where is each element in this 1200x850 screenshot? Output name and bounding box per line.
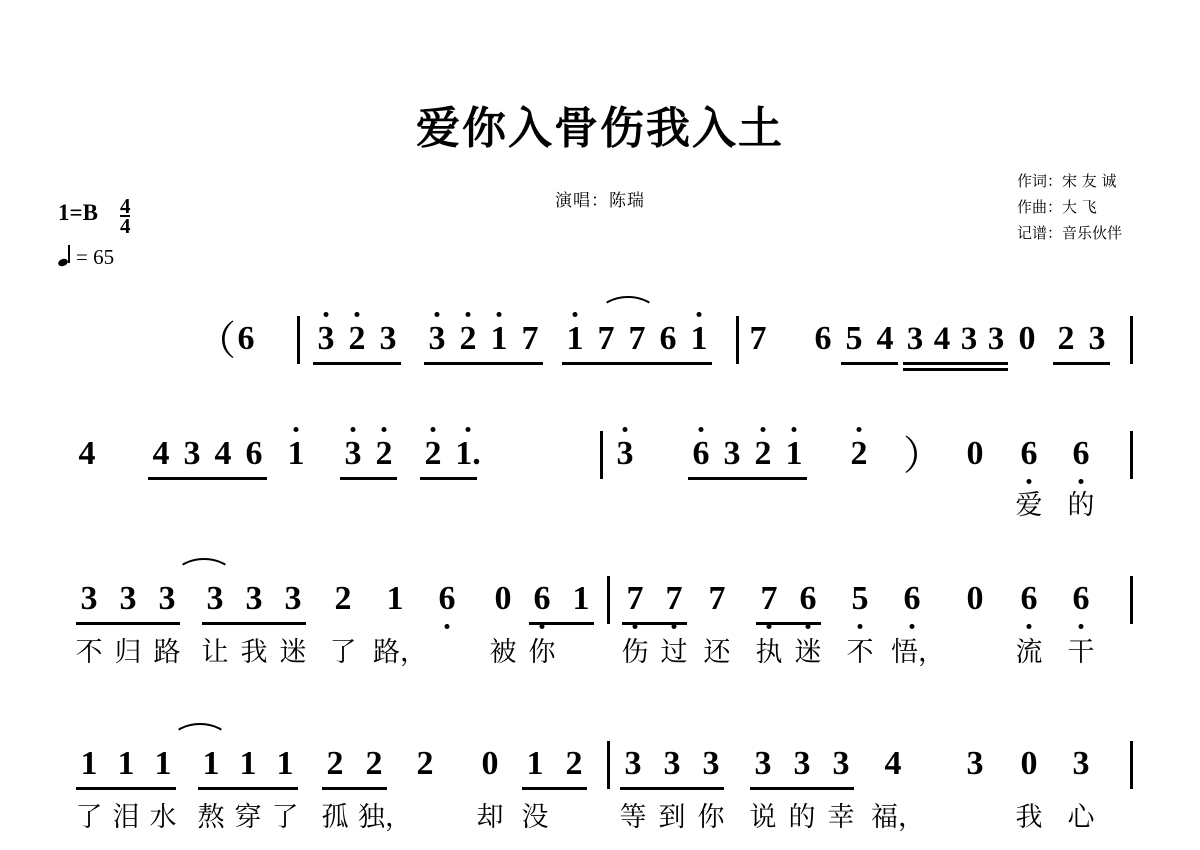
lyric: 执 [755,637,783,668]
beam [756,622,821,625]
note: 1 [80,745,98,782]
note: 4 [214,435,232,472]
beam [562,362,712,365]
note: 2 [750,437,776,471]
note: 4 [876,320,894,357]
note: 3 [119,580,137,617]
lyric: 路， [373,637,427,668]
lyric: 水 [149,802,177,833]
lyric: 了 [75,802,103,833]
note: 0 [1018,320,1036,357]
meter-numerator: 4 [119,194,131,218]
lyric: 的 [788,802,816,833]
note: 1 [117,745,135,782]
lyric-line-3 [0,638,1200,682]
note: 1 [202,745,220,782]
lyric: 过 [660,637,688,668]
barline [607,576,610,624]
beam [322,787,387,790]
score-row-1 [0,310,1200,430]
note: 6 [795,582,821,616]
note: 2 [365,745,383,782]
lyric: 独， [358,802,412,833]
transcriber-credit: 记谱：音乐伙伴 [1016,224,1122,242]
note: 6 [688,437,714,471]
beam [76,622,180,625]
lyric: 迷 [794,637,822,668]
beam [202,622,306,625]
lyric-line-4 [0,803,1200,847]
note-line-3 [0,570,1200,630]
note: 6 [1016,582,1042,616]
barline [607,741,610,789]
lyric: 悟， [891,637,945,668]
barline [600,431,603,479]
lyric: 还 [703,637,731,668]
note: 3 [80,580,98,617]
note: 3 [206,580,224,617]
score-row-2 [0,425,1200,545]
note: 3 [313,322,339,356]
note: 6 [814,320,832,357]
lyric: 让 [201,637,229,668]
note: 2 [344,322,370,356]
note: 3 [906,321,924,357]
note: 5 [845,320,863,357]
note: 1 [686,322,712,356]
note: 7 [708,580,726,617]
lyric: 孤 [321,802,349,833]
lyricist-credit: 作词：宋 友 诚 [1016,172,1117,190]
note: 0 [966,435,984,472]
note: 6 [1016,437,1042,471]
note: 7 [521,320,539,357]
slur [172,723,228,739]
note: 2 [334,580,352,617]
note: 1 [526,745,544,782]
note: 3 [424,322,450,356]
note: 1 [276,745,294,782]
lyric: 幸 [827,802,855,833]
note: 4 [152,435,170,472]
note: 6 [529,582,555,616]
lyric: 归 [114,637,142,668]
lyric: 不 [846,637,874,668]
open-paren: （ [196,318,236,363]
note: 2 [326,745,344,782]
barline [736,316,739,364]
lyric: 心 [1067,802,1095,833]
key-signature-block [58,194,131,270]
note: 0 [481,745,499,782]
tempo-marking [58,245,130,270]
note-line-2 [0,425,1200,485]
lyric: 流 [1015,637,1043,668]
note: 3 [702,745,720,782]
barline [1130,576,1133,624]
note: 1 [562,322,588,356]
quarter-note-icon [58,248,71,268]
lyric: 你 [528,637,556,668]
note: 2 [416,745,434,782]
lyric: 了 [329,637,357,668]
note: 3 [379,320,397,357]
note: 5 [847,582,873,616]
beam [841,362,898,365]
note: 0 [494,580,512,617]
score-row-4 [0,735,1200,850]
note: 3 [245,580,263,617]
note: 3 [340,437,366,471]
note: 7 [622,582,648,616]
note: 1 [572,580,590,617]
beam [420,477,477,480]
beam [76,787,176,790]
note: 3 [1088,320,1106,357]
lyric: 到 [658,802,686,833]
tempo-value: = 65 [76,245,115,269]
note-line-1 [0,310,1200,370]
beam [522,787,587,790]
beam [198,787,298,790]
note: 6 [659,320,677,357]
close-paren: ） [903,433,943,478]
lyric: 穿 [234,802,262,833]
lyric: 不 [75,637,103,668]
slur [600,296,656,312]
beam [620,787,724,790]
composer-credit: 作曲：大 飞 [1016,198,1097,216]
note: 3 [1072,745,1090,782]
note: 6 [899,582,925,616]
beam [529,622,594,625]
note: 1 [386,580,404,617]
key-label: 1=B [58,200,98,225]
note: 2 [371,437,397,471]
note: 1. [451,437,485,471]
credits-block [1017,168,1122,246]
note: 3 [987,321,1005,357]
slur [176,558,232,574]
lyric: 泪 [112,802,140,833]
lyric: 你 [697,802,725,833]
note: 4 [884,745,902,782]
lyric: 没 [521,802,549,833]
lyric: 说 [749,802,777,833]
lyric: 等 [619,802,647,833]
note: 6 [237,320,255,357]
lyric: 迷 [279,637,307,668]
lyric: 的 [1067,490,1095,521]
page-title: 爱你入骨伤我入土 [416,103,784,154]
singer-label: 演唱：陈瑞 [555,191,645,211]
beam [750,787,854,790]
lyric-line-2 [0,491,1200,535]
meter-denominator: 4 [119,214,131,238]
lyric: 伤 [621,637,649,668]
note: 3 [966,745,984,782]
note: 2 [565,745,583,782]
lyric: 被 [489,637,517,668]
beam [622,622,687,625]
note: 1 [486,322,512,356]
note: 6 [1068,582,1094,616]
note: 2 [846,437,872,471]
beam [688,477,807,480]
note: 3 [754,745,772,782]
beam [424,362,543,365]
note: 3 [624,745,642,782]
key-and-meter [58,194,131,238]
beam [148,477,267,480]
note: 3 [612,437,638,471]
beam [313,362,401,365]
note: 3 [663,745,681,782]
note: 1 [283,437,309,471]
note: 6 [434,582,460,616]
note-line-4 [0,735,1200,795]
time-signature [119,194,131,238]
note: 4 [933,321,951,357]
lyric: 福， [871,802,925,833]
note: 2 [455,322,481,356]
note: 4 [78,435,96,472]
lyric: 我 [1015,802,1043,833]
barline [1130,316,1133,364]
note: 1 [239,745,257,782]
note: 2 [1057,320,1075,357]
note: 3 [832,745,850,782]
lyric: 干 [1067,637,1095,668]
note: 6 [1068,437,1094,471]
beam [340,477,397,480]
note: 0 [966,580,984,617]
barline [1130,431,1133,479]
note: 7 [661,582,687,616]
note: 3 [793,745,811,782]
lyric: 却 [476,802,504,833]
note: 2 [420,437,446,471]
note: 1 [154,745,172,782]
score-row-3 [0,570,1200,690]
note: 6 [245,435,263,472]
lyric: 爱 [1015,490,1043,521]
note: 1 [781,437,807,471]
note: 3 [183,435,201,472]
note: 0 [1020,745,1038,782]
lyric: 路 [153,637,181,668]
lyric: 熬 [197,802,225,833]
note: 7 [756,582,782,616]
note: 3 [284,580,302,617]
beam [903,368,1008,371]
lyric: 我 [240,637,268,668]
note: 7 [749,320,767,357]
note: 3 [723,435,741,472]
barline [1130,741,1133,789]
note: 7 [597,320,615,357]
note: 7 [628,320,646,357]
lyric: 了 [271,802,299,833]
beam [903,362,1008,365]
note: 3 [158,580,176,617]
beam [1053,362,1110,365]
note: 3 [960,321,978,357]
barline [297,316,300,364]
